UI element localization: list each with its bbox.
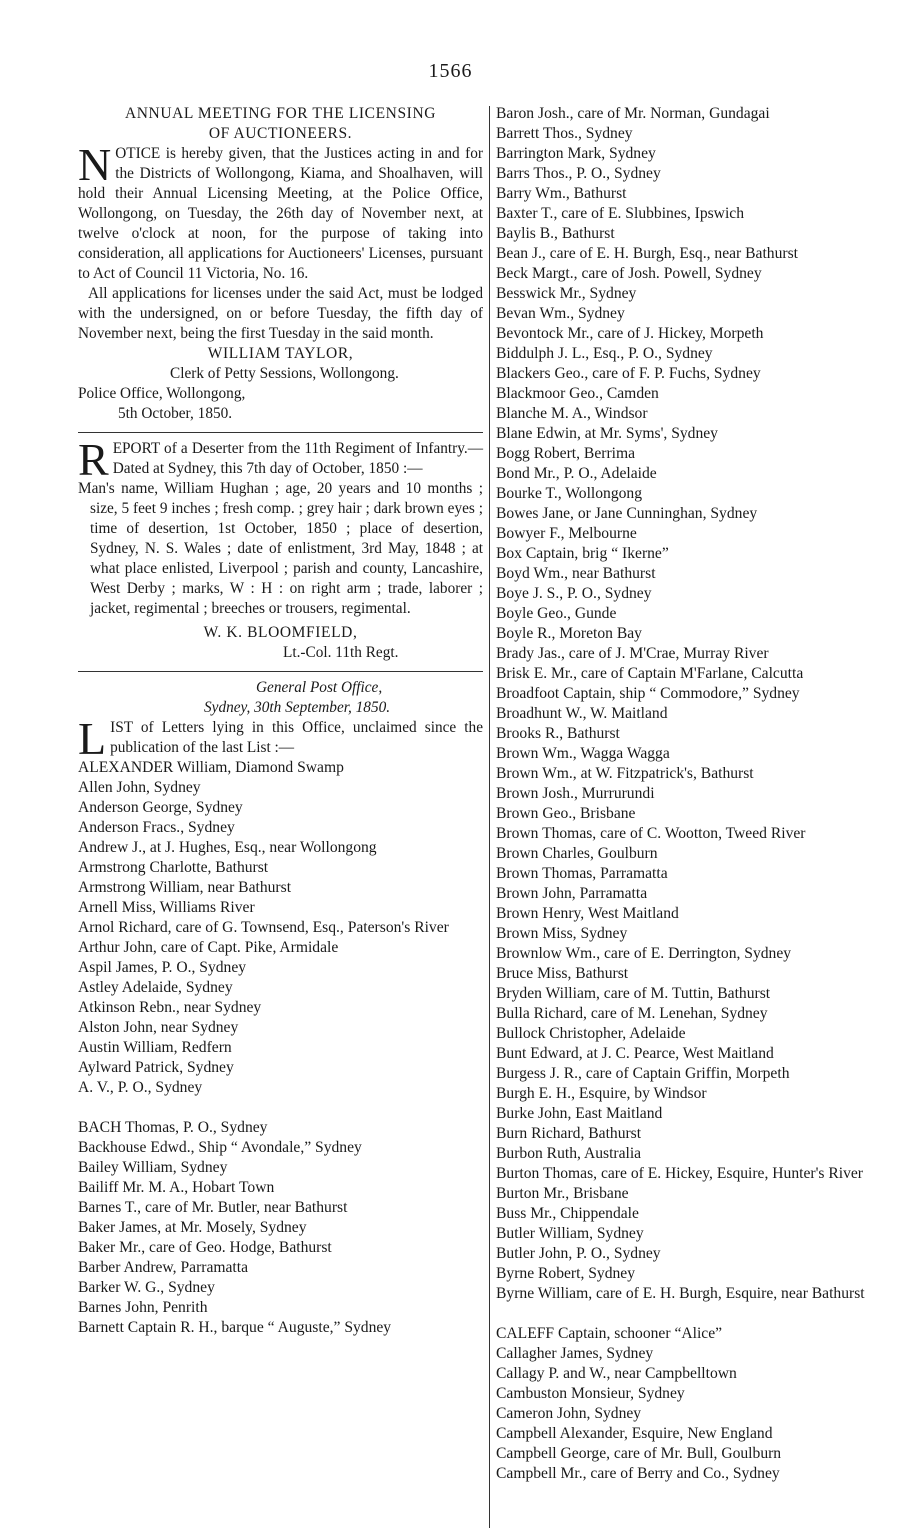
letter-entry: Brown Henry, West Maitland — [496, 905, 679, 922]
letter-entry: Blackers Geo., care of F. P. Fuchs, Sydney — [496, 365, 761, 382]
letter-entry: Barker W. G., Sydney — [78, 1279, 215, 1296]
letter-entry: Brisk E. Mr., care of Captain M'Farlane, Calcutta — [496, 665, 804, 682]
letter-entry: Bevontock Mr., care of J. Hickey, Morpeth — [496, 325, 764, 342]
section-rule — [78, 671, 483, 672]
letter-entry: Bogg Robert, Berrima — [496, 445, 636, 462]
letter-entry: Anderson Fracs., Sydney — [78, 819, 235, 836]
letter-entry: Allen John, Sydney — [78, 779, 201, 796]
notice-signer: WILLIAM TAYLOR, — [207, 345, 354, 362]
letter-entry: Bowyer F., Melbourne — [496, 525, 637, 542]
letter-entry: Aylward Patrick, Sydney — [78, 1059, 234, 1076]
letter-entry: Baker James, at Mr. Mosely, Sydney — [78, 1219, 307, 1236]
letter-entry: Aspil James, P. O., Sydney — [78, 959, 247, 976]
letter-entry: Blanche M. A., Windsor — [496, 405, 648, 422]
section-rule — [78, 432, 483, 433]
letter-entry: Bean J., care of E. H. Burgh, Esq., near Bathurst — [496, 245, 798, 262]
letter-entry: BACH Thomas, P. O., Sydney — [78, 1119, 268, 1136]
letter-entry: Astley Adelaide, Sydney — [78, 979, 233, 996]
letter-entry: Butler William, Sydney — [496, 1225, 644, 1242]
letter-entry: Bullock Christopher, Adelaide — [496, 1025, 686, 1042]
letter-entry: Andrew J., at J. Hughes, Esq., near Wollongong — [78, 839, 377, 856]
letter-entry: Brown John, Parramatta — [496, 885, 648, 902]
post-intro: IST of Letters lying in this Office, unclaimed since the publication of the last List :— — [110, 719, 483, 756]
left-column — [78, 104, 483, 1338]
letter-entry: Burn Richard, Bathurst — [496, 1125, 642, 1142]
deserter-intro-block — [78, 434, 483, 485]
letter-entry: Brown Miss, Sydney — [496, 925, 628, 942]
letter-entry: Arthur John, care of Capt. Pike, Armidale — [78, 939, 339, 956]
letter-entry: Blackmoor Geo., Camden — [496, 385, 659, 402]
notice-body-block — [78, 139, 483, 284]
letter-entry: Atkinson Rebn., near Sydney — [78, 999, 262, 1016]
dropcap-letter: R — [78, 434, 109, 485]
letter-entry: Baron Josh., care of Mr. Norman, Gundagai — [496, 105, 770, 122]
letter-entry: Broadfoot Captain, ship “ Commodore,” Sydney — [496, 685, 800, 702]
letter-entry: Butler John, P. O., Sydney — [496, 1245, 661, 1262]
letter-entry: Bunt Edward, at J. C. Pearce, West Maitland — [496, 1045, 774, 1062]
letter-entry: Campbell Mr., care of Berry and Co., Sydney — [496, 1465, 780, 1482]
letter-entry: Byrne William, care of E. H. Burgh, Esquire, near Bathurst — [496, 1285, 865, 1302]
post-intro-block — [78, 713, 483, 764]
letter-entry: Barrs Thos., P. O., Sydney — [496, 165, 661, 182]
letter-entry: Burgh E. H., Esquire, by Windsor — [496, 1085, 707, 1102]
letter-entry: Brown Wm., Wagga Wagga — [496, 745, 670, 762]
post-office-date: Sydney, 30th September, 1850. — [204, 699, 391, 716]
letter-entry: Bourke T., Wollongong — [496, 485, 643, 502]
letter-entry: CALEFF Captain, schooner “Alice” — [496, 1325, 723, 1342]
letters-list-b-continued — [496, 104, 896, 1304]
letter-entry: Barry Wm., Bathurst — [496, 185, 627, 202]
letter-entry: Burton Thomas, care of E. Hickey, Esquire, Hunter's River — [496, 1165, 864, 1182]
letter-entry: Barrett Thos., Sydney — [496, 125, 633, 142]
deserter-intro: EPORT of a Deserter from the 11th Regiment of Infantry.—Dated at Sydney, this 7th day of October, 1850 :— — [112, 440, 483, 477]
letter-entry: Barnes John, Penrith — [78, 1299, 208, 1316]
notice-applications: All applications for licenses under the said Act, must be lodged with the undersigned, on or before Tuesday, the fifth day of November next, being the first Tuesday in the said month. — [78, 285, 483, 342]
letter-entry: Broadhunt W., W. Maitland — [496, 705, 668, 722]
letter-entry: Bruce Miss, Bathurst — [496, 965, 629, 982]
letter-entry: Burton Mr., Brisbane — [496, 1185, 629, 1202]
letter-entry: Baxter T., care of E. Slubbines, Ipswich — [496, 205, 744, 222]
letter-entry: Backhouse Edwd., Ship “ Avondale,” Sydney — [78, 1139, 362, 1156]
letter-entry: Boyd Wm., near Bathurst — [496, 565, 656, 582]
notice-date: 5th October, 1850. — [118, 405, 233, 422]
post-office-list — [78, 678, 483, 1338]
letter-entry: Barnes T., care of Mr. Butler, near Bathurst — [78, 1199, 348, 1216]
letter-entry: Bulla Richard, care of M. Lenehan, Sydney — [496, 1005, 768, 1022]
dropcap-letter: N — [78, 139, 112, 190]
deserter-report — [78, 434, 483, 663]
letter-entry: Barber Andrew, Parramatta — [78, 1259, 249, 1276]
list-gap — [78, 1098, 483, 1118]
letter-entry: Callagher James, Sydney — [496, 1345, 654, 1362]
letter-entry: Alston John, near Sydney — [78, 1019, 239, 1036]
auctioneers-notice — [78, 104, 483, 424]
letter-entry: Bailiff Mr. M. A., Hobart Town — [78, 1179, 275, 1196]
letter-entry: Cambuston Monsieur, Sydney — [496, 1385, 685, 1402]
letter-entry: Burke John, East Maitland — [496, 1105, 663, 1122]
letters-list-a — [78, 758, 483, 1098]
letter-entry: Brown Thomas, care of C. Wootton, Tweed River — [496, 825, 806, 842]
deserter-signer-title: Lt.-Col. 11th Regt. — [283, 644, 399, 661]
right-column — [496, 104, 896, 1484]
letter-entry: Biddulph J. L., Esq., P. O., Sydney — [496, 345, 713, 362]
letter-entry: Burbon Ruth, Australia — [496, 1145, 642, 1162]
letter-entry: Bond Mr., P. O., Adelaide — [496, 465, 657, 482]
letter-entry: Byrne Robert, Sydney — [496, 1265, 636, 1282]
letter-entry: Besswick Mr., Sydney — [496, 285, 637, 302]
letter-entry: Brown Wm., at W. Fitzpatrick's, Bathurst — [496, 765, 754, 782]
letter-entry: Barrington Mark, Sydney — [496, 145, 656, 162]
letter-entry: Box Captain, brig “ Ikerne” — [496, 545, 669, 562]
letter-entry: Burgess J. R., care of Captain Griffin, Morpeth — [496, 1065, 790, 1082]
letter-entry: Bailey William, Sydney — [78, 1159, 228, 1176]
letters-list-b — [78, 1118, 483, 1338]
letter-entry: Armstrong William, near Bathurst — [78, 879, 292, 896]
letter-entry: Campbell Alexander, Esquire, New England — [496, 1425, 773, 1442]
letter-entry: Callagy P. and W., near Campbelltown — [496, 1365, 737, 1382]
letter-entry: Brady Jas., care of J. M'Crae, Murray River — [496, 645, 769, 662]
deserter-signer: W. K. BLOOMFIELD, — [203, 624, 358, 641]
letter-entry: Brown Thomas, Parramatta — [496, 865, 668, 882]
notice-title-line2: OF AUCTIONEERS. — [208, 125, 353, 142]
letter-entry: Cameron John, Sydney — [496, 1405, 642, 1422]
page-number: 1566 — [428, 60, 473, 82]
letter-entry: Austin William, Redfern — [78, 1039, 232, 1056]
letter-entry: Barnett Captain R. H., barque “ Auguste,” Sydney — [78, 1319, 392, 1336]
letter-entry: Brownlow Wm., care of E. Derrington, Sydney — [496, 945, 792, 962]
letter-entry: Brooks R., Bathurst — [496, 725, 620, 742]
letter-entry: Brown Geo., Brisbane — [496, 805, 636, 822]
deserter-description: Man's name, William Hughan ; age, 20 years and 10 months ; size, 5 feet 9 inches ; fresh comp. ; grey hair ; dark brown eyes ; time of desertion, 1st October, 1850 ; place of desertion, Sydney, N. S. Wales ; date of enlistment, 3rd May, 1848 ; at what place enlisted, Liverpool ; parish and county, Lancashire, West Derby ; marks, W : H : on right arm ; trade, laborer ; jacket, regimental ; breeches or trousers, regimental. — [78, 480, 483, 617]
post-office-name: General Post Office, — [256, 679, 383, 696]
letter-entry: Boye J. S., P. O., Sydney — [496, 585, 652, 602]
letter-entry: Boyle R., Moreton Bay — [496, 625, 642, 642]
letter-entry: Campbell George, care of Mr. Bull, Goulburn — [496, 1445, 782, 1462]
letter-entry: Blane Edwin, at Mr. Syms', Sydney — [496, 425, 718, 442]
column-divider — [489, 106, 490, 1528]
letter-entry: Anderson George, Sydney — [78, 799, 243, 816]
letter-entry: Arnell Miss, Williams River — [78, 899, 255, 916]
letter-entry: Buss Mr., Chippendale — [496, 1205, 639, 1222]
letter-entry: Bryden William, care of M. Tuttin, Bathurst — [496, 985, 771, 1002]
notice-signer-title: Clerk of Petty Sessions, Wollongong. — [170, 365, 399, 382]
letter-entry: Brown Josh., Murrurundi — [496, 785, 655, 802]
letter-entry: Armstrong Charlotte, Bathurst — [78, 859, 269, 876]
notice-title-line1: ANNUAL MEETING FOR THE LICENSING — [124, 105, 437, 122]
letter-entry: Baylis B., Bathurst — [496, 225, 615, 242]
notice-place: Police Office, Wollongong, — [78, 385, 246, 402]
letter-entry: Bowes Jane, or Jane Cunninghan, Sydney — [496, 505, 758, 522]
letter-entry: ALEXANDER William, Diamond Swamp — [78, 759, 344, 776]
letter-entry: Bevan Wm., Sydney — [496, 305, 625, 322]
letter-entry: A. V., P. O., Sydney — [78, 1079, 203, 1096]
letter-entry: Brown Charles, Goulburn — [496, 845, 658, 862]
letter-entry: Arnol Richard, care of G. Townsend, Esq., Paterson's River — [78, 919, 449, 936]
letter-entry: Boyle Geo., Gunde — [496, 605, 617, 622]
letter-entry: Baker Mr., care of Geo. Hodge, Bathurst — [78, 1239, 332, 1256]
letters-list-c — [496, 1324, 896, 1484]
list-gap — [496, 1304, 896, 1324]
notice-body: OTICE is hereby given, that the Justices acting in and for the Districts of Wollongong, Kiama, and Shoalhaven, will hold their Annual Licensing Meeting, at the Police Office, Wollongong, on Tuesday, the 26th day of November next, at twelve o'clock at noon, for the purpose of taking into consideration, all applications for Auctioneers' Licenses, pursuant to Act of Council 11 Victoria, No. 16. — [78, 145, 483, 282]
dropcap-letter: L — [78, 713, 107, 764]
letter-entry: Beck Margt., care of Josh. Powell, Sydney — [496, 265, 762, 282]
